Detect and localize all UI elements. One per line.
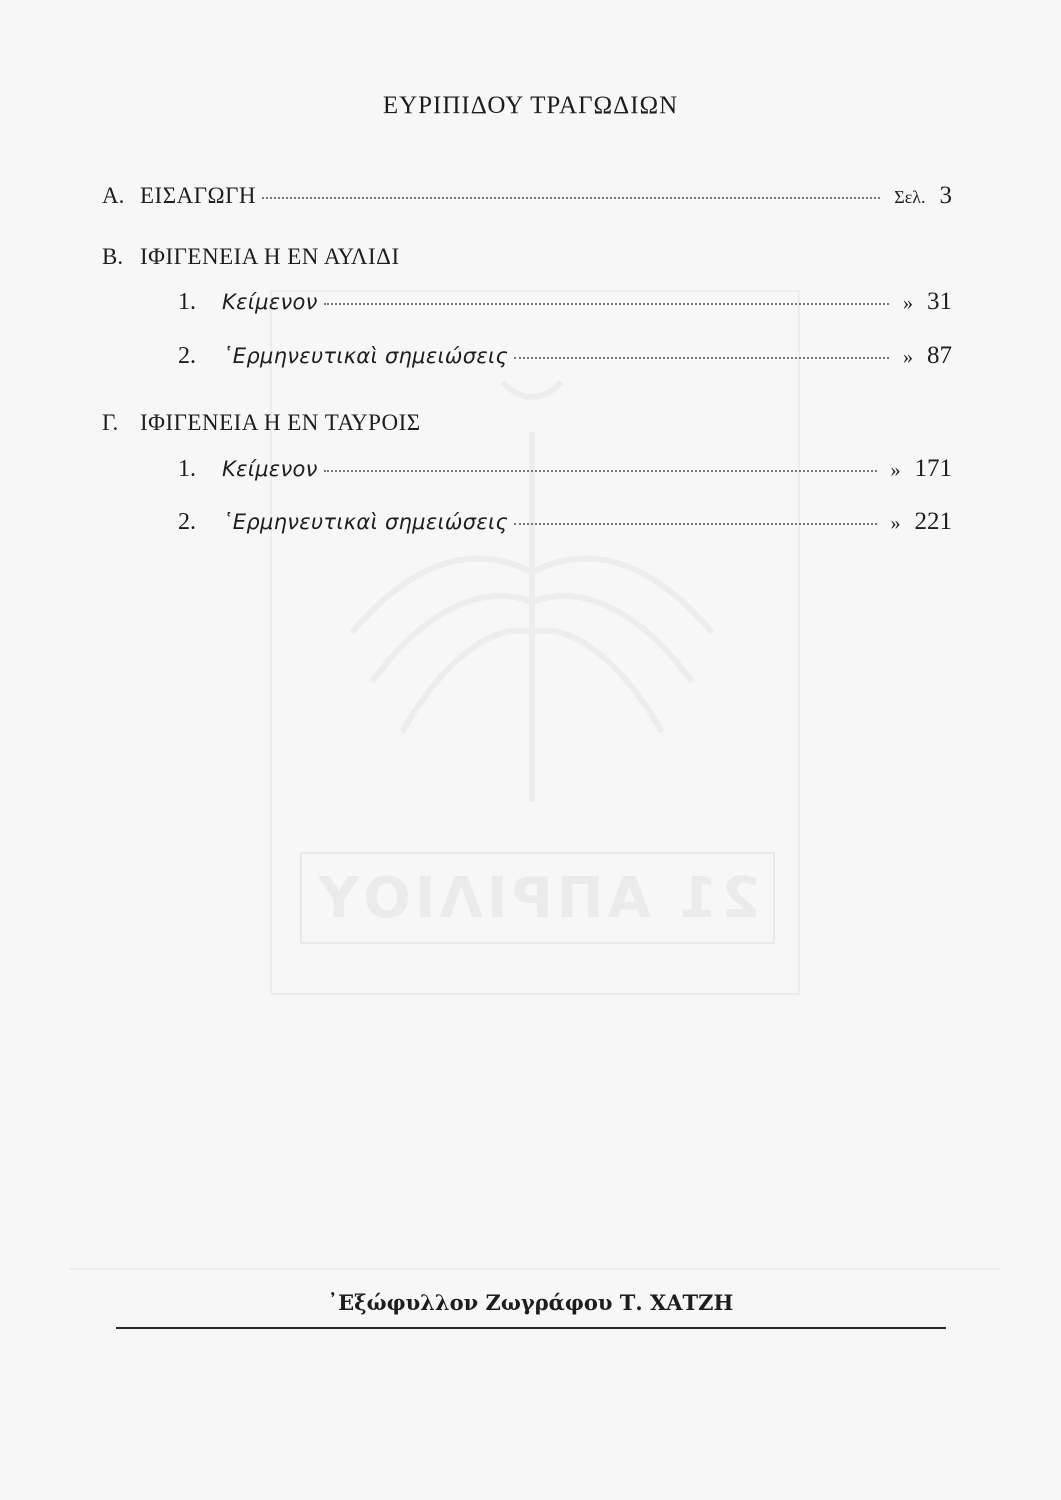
- page-number: 87: [927, 342, 952, 369]
- toc-item: [178, 342, 952, 370]
- section-title: ΕΙΣΑΓΩΓΗ: [140, 183, 257, 208]
- show-through-text: 21 ΑΠΡΙΛΙΟΥ: [314, 866, 761, 931]
- section-title: ΙΦΙΓΕΝΕΙΑ Η ΕΝ ΑΥΛΙΔΙ: [140, 244, 400, 269]
- item-number: 2.: [178, 343, 196, 369]
- ditto-mark: »: [890, 512, 901, 534]
- item-title: ῾Ερμηνευτικαὶ σημειώσεις: [222, 510, 509, 534]
- toc-item: [178, 288, 952, 316]
- item-number: 1.: [178, 456, 196, 482]
- page-label: Σελ.: [894, 187, 926, 207]
- show-through-emblem: [270, 290, 800, 995]
- toc-section-aulis: [102, 244, 400, 270]
- dot-leader: [514, 357, 889, 359]
- page-reference: [894, 182, 952, 210]
- dot-leader: [324, 470, 877, 472]
- page-title: ΕΥΡΙΠΙΔΟΥ ΤΡΑΓΩΔΙΩΝ: [382, 92, 679, 119]
- show-through-banner: [300, 852, 775, 944]
- page-number: 3: [939, 182, 952, 209]
- item-number: 1.: [178, 289, 196, 315]
- page-number: 171: [914, 455, 952, 482]
- ditto-mark: »: [890, 459, 901, 481]
- page-reference: [891, 455, 953, 483]
- toc-section-tauris: [102, 410, 421, 436]
- item-title: Κείμενον: [222, 457, 318, 481]
- page-reference: [903, 342, 952, 370]
- item-number: 2.: [178, 509, 196, 535]
- cover-credit: ᾿Εξώφυλλον Ζωγράφου Τ. ΧΑΤΖΗ: [327, 1290, 734, 1315]
- ditto-mark: »: [903, 292, 913, 314]
- section-letter: Γ.: [102, 410, 119, 435]
- dot-leader: [324, 303, 889, 305]
- page-number: 221: [914, 508, 952, 535]
- toc-item: [178, 455, 952, 483]
- dot-leader: [262, 197, 880, 199]
- item-title: ῾Ερμηνευτικαὶ σημειώσεις: [222, 344, 509, 368]
- section-letter: Β.: [102, 244, 124, 269]
- toc-section-introduction: [102, 182, 952, 210]
- dot-leader: [514, 523, 876, 525]
- section-letter: Α.: [102, 183, 125, 208]
- ditto-mark: »: [903, 346, 913, 368]
- toc-item: [178, 508, 952, 536]
- phoenix-emblem-icon: [332, 372, 732, 832]
- section-title: ΙΦΙΓΕΝΕΙΑ Η ΕΝ ΤΑΥΡΟΙΣ: [140, 410, 421, 435]
- page-number: 31: [927, 288, 952, 315]
- page-reference: [891, 508, 953, 536]
- divider: [116, 1327, 946, 1329]
- page-reference: [903, 288, 952, 316]
- item-title: Κείμενον: [222, 290, 318, 314]
